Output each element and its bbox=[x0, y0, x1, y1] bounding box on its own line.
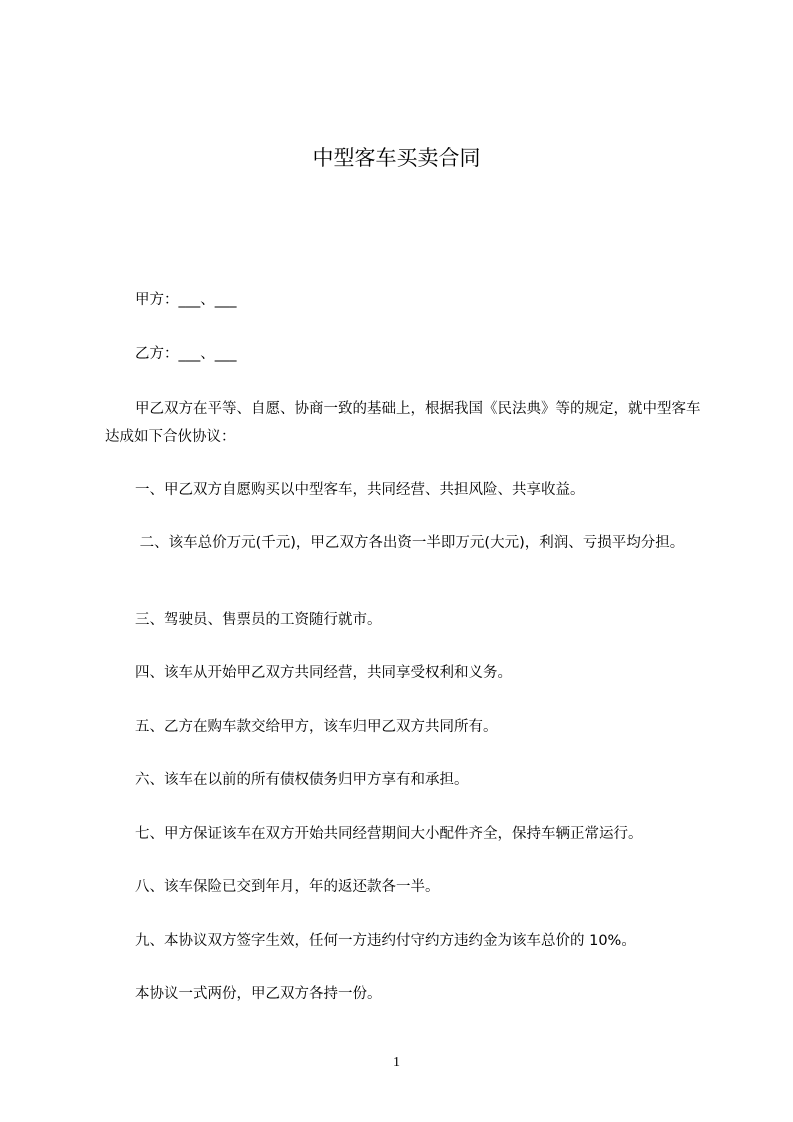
party-a-line: 甲方：___、___ bbox=[135, 292, 237, 308]
clause-9: 九、本协议双方签字生效，任何一方违约付守约方违约金为该车总价的 10%。 bbox=[135, 933, 636, 949]
clause-6: 六、该车在以前的所有债权债务归甲方享有和承担。 bbox=[135, 772, 469, 788]
page-number: 1 bbox=[393, 1055, 400, 1070]
closing-paragraph: 本协议一式两份，甲乙双方各持一份。 bbox=[135, 986, 382, 1002]
clause-5: 五、乙方在购车款交给甲方，该车归甲乙双方共同所有。 bbox=[135, 719, 498, 735]
clause-7: 七、甲方保证该车在双方开始共同经营期间大小配件齐全，保持车辆正常运行。 bbox=[135, 826, 643, 842]
clause-3: 三、驾驶员、售票员的工资随行就市。 bbox=[135, 612, 382, 628]
clause-1: 一、甲乙双方自愿购买以中型客车，共同经营、共担风险、共享收益。 bbox=[135, 482, 585, 498]
party-b-line: 乙方：___、___ bbox=[135, 346, 237, 362]
preamble-paragraph: 甲乙双方在平等、自愿、协商一致的基础上，根据我国《民法典》等的规定，就中型客车达成如下合伙协议： bbox=[105, 401, 701, 445]
document-title: 中型客车买卖合同 bbox=[312, 146, 481, 170]
clause-4: 四、该车从开始甲乙双方共同经营，共同享受权利和义务。 bbox=[135, 665, 512, 681]
clause-8: 八、该车保险已交到年月，年的返还款各一半。 bbox=[135, 879, 440, 895]
clause-2: 二、该车总价万元(千元)，甲乙双方各出资一半即万元(大元)，利润、亏损平均分担。 bbox=[135, 535, 685, 551]
